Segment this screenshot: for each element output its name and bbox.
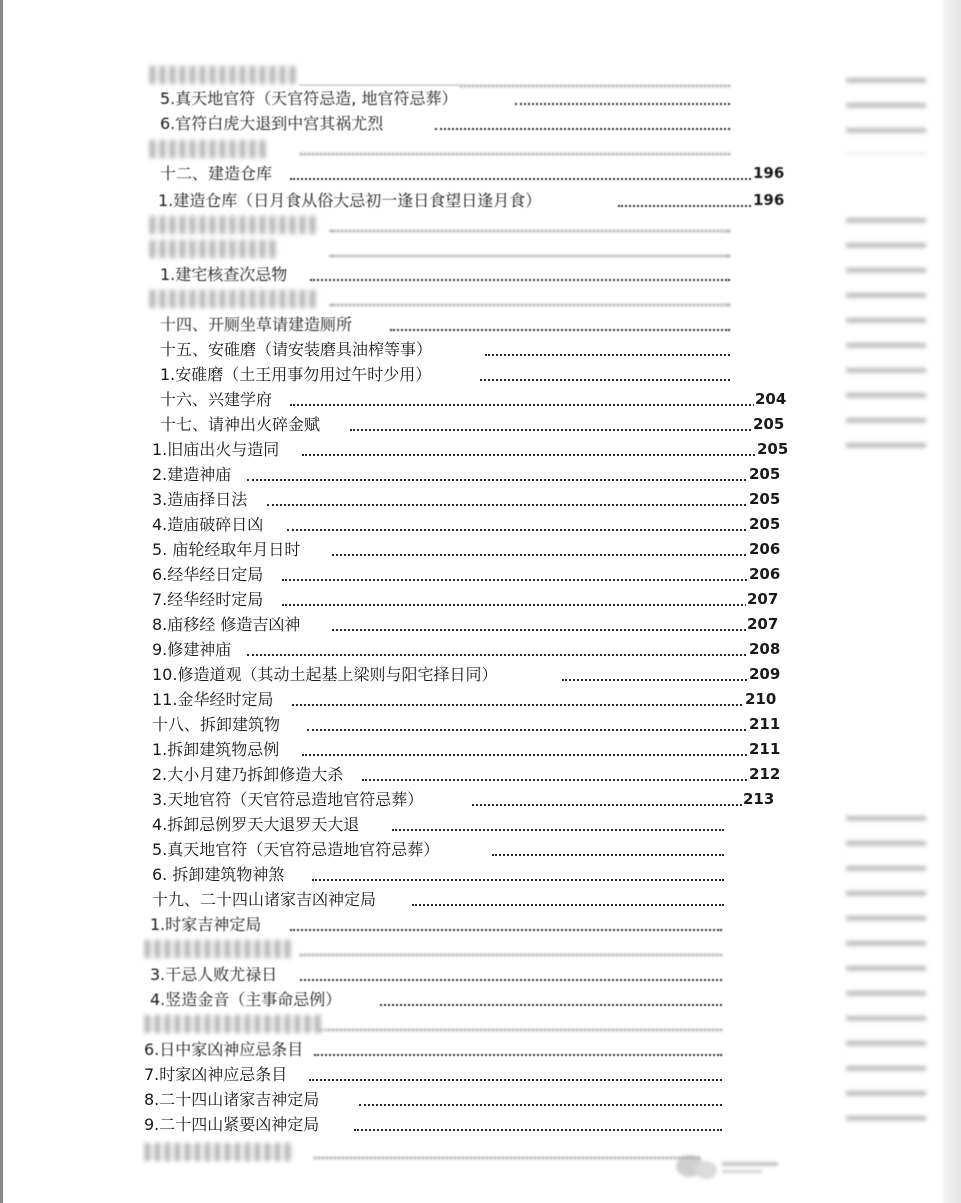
toc-entry: [152, 537, 800, 562]
toc-dot-leader: [332, 554, 762, 556]
toc-entry-page: 212: [748, 762, 780, 787]
toc-entry-label: 6.经华经日定局: [152, 562, 265, 587]
toc-entry-label: 2.大小月建乃拆卸修造大杀: [152, 762, 345, 787]
toc-entry: [160, 312, 800, 337]
toc-entry-label: 6.日中家凶神应忌条目: [144, 1037, 305, 1062]
toc-entry-label: 十九、二十四山诸家吉凶神定局: [152, 887, 378, 912]
toc-entry: [152, 787, 800, 812]
toc-entry: [152, 862, 800, 887]
toc-entry-label: 4.拆卸忌例罗天大退罗天大退: [152, 812, 361, 837]
toc-dot-leader: [354, 1129, 722, 1131]
toc-entry: [158, 188, 800, 213]
toc-entry: [152, 562, 800, 587]
toc-entry-label: 7.经华经时定局: [152, 587, 265, 612]
toc-dot-leader: [300, 979, 722, 981]
toc-entry: [144, 1112, 800, 1137]
toc-entry-page: 209: [748, 662, 780, 687]
toc-dot-leader: [247, 654, 762, 656]
toc-entry-label: 3.天地官符（天官符忌造地官符忌葬）: [152, 787, 425, 812]
toc-dot-leader: [302, 454, 778, 456]
page-edge-left: [0, 0, 3, 1203]
toc-dot-leader: [314, 1054, 722, 1056]
toc-entry-label: 9.修建神庙: [152, 637, 233, 662]
toc-entry-label: 7.时家凶神应忌条目: [144, 1062, 289, 1087]
toc-entry: [160, 337, 800, 362]
toc-dot-leader: [330, 304, 730, 306]
toc-entry-page: 206: [748, 537, 780, 562]
toc-entry-label: 5. 庙轮经取年月日时: [152, 537, 302, 562]
redacted-text: [150, 216, 320, 234]
toc-entry: [152, 737, 800, 762]
toc-entry: [152, 762, 800, 787]
toc-dot-leader: [492, 854, 724, 856]
toc-dot-leader: [390, 329, 730, 331]
toc-entry-page: 206: [748, 562, 780, 587]
toc-entry-page: 196: [752, 161, 784, 186]
toc-dot-leader: [267, 504, 762, 506]
toc-entry: [144, 1062, 800, 1087]
toc-dot-leader: [282, 579, 762, 581]
redacted-text: [145, 940, 295, 958]
toc-entry-label: 十六、兴建学府: [160, 387, 274, 412]
toc-entry-label: 1.时家吉神定局: [150, 912, 263, 937]
redacted-text: [145, 1015, 325, 1033]
toc-entry: [144, 1037, 800, 1062]
toc-dot-leader: [309, 1079, 722, 1081]
toc-entry: [160, 111, 800, 136]
redacted-text: [145, 1143, 295, 1161]
toc-entry-label: 1.建宅核查次忌物: [160, 262, 289, 287]
toc-entry: [152, 837, 800, 862]
toc-entry-label: 十四、开厕坐草请建造厕所: [160, 312, 354, 337]
redacted-page-numbers: [846, 212, 926, 462]
toc-entry-label: 4.造庙破碎日凶: [152, 512, 265, 537]
toc-dot-leader: [515, 103, 730, 105]
toc-entry-page: 211: [748, 737, 780, 762]
toc-dot-leader: [435, 128, 730, 130]
redacted-text: [150, 290, 320, 308]
toc-entry-label: 4.竖造金音（主事命忌例）: [150, 987, 343, 1012]
toc-entry-label: 1.建造仓库（日月食从俗大忌初一逢日食望日逢月食）: [158, 188, 543, 213]
redacted-page-numbers: [846, 810, 926, 1140]
toc-dot-leader: [618, 205, 770, 207]
toc-entry-page: 207: [746, 612, 778, 637]
toc-entry-label: 十五、安碓磨（请安装磨具油榨等事）: [160, 337, 434, 362]
redacted-text: [150, 140, 270, 158]
toc-entry-label: 1.旧庙出火与造同: [152, 437, 281, 462]
toc-entry-label: 十七、请神出火碎金赋: [160, 412, 322, 437]
toc-dot-leader: [314, 1157, 700, 1159]
toc-entry-page: 205: [756, 437, 788, 462]
toc-entry: [144, 1087, 800, 1112]
toc-entry-label: 5.真天地官符（天官符忌造地官符忌葬）: [152, 837, 441, 862]
toc-entry: [152, 687, 800, 712]
toc-dot-leader: [380, 1004, 722, 1006]
toc-entry-label: 十二、建造仓库: [160, 161, 274, 186]
toc-entry-page: 204: [754, 387, 786, 412]
toc-dot-leader: [307, 729, 762, 731]
toc-dot-leader: [359, 1104, 722, 1106]
redacted-page-numbers: [846, 72, 926, 154]
toc-dot-leader: [247, 479, 762, 481]
toc-dot-leader: [350, 429, 770, 431]
toc-entry: [152, 462, 800, 487]
toc-entry: [152, 437, 800, 462]
toc-entry-page: 196: [752, 188, 784, 213]
toc-entry-page: 207: [746, 587, 778, 612]
toc-entry-label: 11.金华经时定局: [152, 687, 275, 712]
toc-dot-leader: [312, 879, 724, 881]
chat-bubble-watermark-icon: [672, 1148, 782, 1184]
toc-entry-label: 10.修造道观（其动土起基上梁则与阳宅择日同）: [152, 662, 499, 687]
toc-entry-label: 3.干忌人败尤禄日: [150, 962, 279, 987]
toc-entry-label: 3.造庙择日法: [152, 487, 249, 512]
toc-entry-page: 213: [742, 787, 774, 812]
toc-dot-leader: [330, 230, 730, 232]
toc-dot-leader: [290, 404, 770, 406]
toc-entry-page: 210: [744, 687, 776, 712]
toc-dot-leader: [310, 279, 730, 281]
toc-entry: [152, 612, 800, 637]
page-edge-right: [943, 0, 961, 1203]
toc-dot-leader: [392, 829, 724, 831]
toc-dot-leader: [330, 255, 730, 257]
toc-dot-leader: [320, 1029, 722, 1031]
toc-entry-label: 1.拆卸建筑物忌例: [152, 737, 281, 762]
toc-entry-page: 205: [748, 462, 780, 487]
toc-dot-leader: [292, 704, 758, 706]
toc-entry: [160, 362, 800, 387]
toc-entry: [152, 487, 800, 512]
redacted-text: [150, 66, 300, 84]
toc-dot-leader: [562, 679, 762, 681]
toc-entry: [152, 887, 800, 912]
toc-entry: [160, 161, 800, 186]
toc-dot-leader: [332, 629, 762, 631]
toc-entry-label: 1.安碓磨（土王用事勿用过午时少用）: [160, 362, 433, 387]
toc-dot-leader: [287, 529, 762, 531]
toc-entry-page: 205: [752, 412, 784, 437]
toc-entry-label: 6.官符白虎大退到中宫其祸尤烈: [160, 111, 385, 136]
toc-dot-leader: [300, 153, 730, 155]
toc-entry: [152, 712, 800, 737]
toc-dot-leader: [300, 954, 722, 956]
toc-entry-page: 208: [748, 637, 780, 662]
toc-entry-label: 5.真天地官符（天官符忌造, 地官符忌葬）: [160, 86, 459, 111]
toc-entry: [152, 512, 800, 537]
toc-dot-leader: [472, 804, 762, 806]
toc-entry: [160, 86, 800, 111]
toc-entry: [152, 662, 800, 687]
toc-entry-label: 8.庙移经 修造吉凶神: [152, 612, 302, 637]
toc-entry-page: 205: [748, 512, 780, 537]
toc-entry: [150, 962, 800, 987]
toc-dot-leader: [485, 354, 730, 356]
toc-dot-leader: [480, 379, 730, 381]
toc-entry: [150, 987, 800, 1012]
toc-entry: [160, 262, 800, 287]
toc-entry-label: 6. 拆卸建筑物神煞: [152, 862, 286, 887]
toc-entry: [160, 387, 800, 412]
toc-dot-leader: [290, 929, 722, 931]
toc-entry: [160, 412, 800, 437]
toc-entry: [150, 912, 800, 937]
toc-entry: [152, 637, 800, 662]
toc-entry-label: 8.二十四山诸家吉神定局: [144, 1087, 321, 1112]
toc-dot-leader: [282, 604, 762, 606]
toc-entry: [152, 587, 800, 612]
toc-entry-label: 2.建造神庙: [152, 462, 233, 487]
redacted-text: [150, 240, 280, 258]
toc-entry-page: 205: [748, 487, 780, 512]
toc-dot-leader: [302, 754, 762, 756]
toc-entry-label: 十八、拆卸建筑物: [152, 712, 282, 737]
toc-dot-leader: [412, 904, 724, 906]
toc-entry-page: 211: [748, 712, 780, 737]
toc-entry-label: 9.二十四山紧要凶神定局: [144, 1112, 321, 1137]
toc-entry: [152, 812, 800, 837]
toc-dot-leader: [362, 779, 762, 781]
toc-dot-leader: [290, 178, 770, 180]
